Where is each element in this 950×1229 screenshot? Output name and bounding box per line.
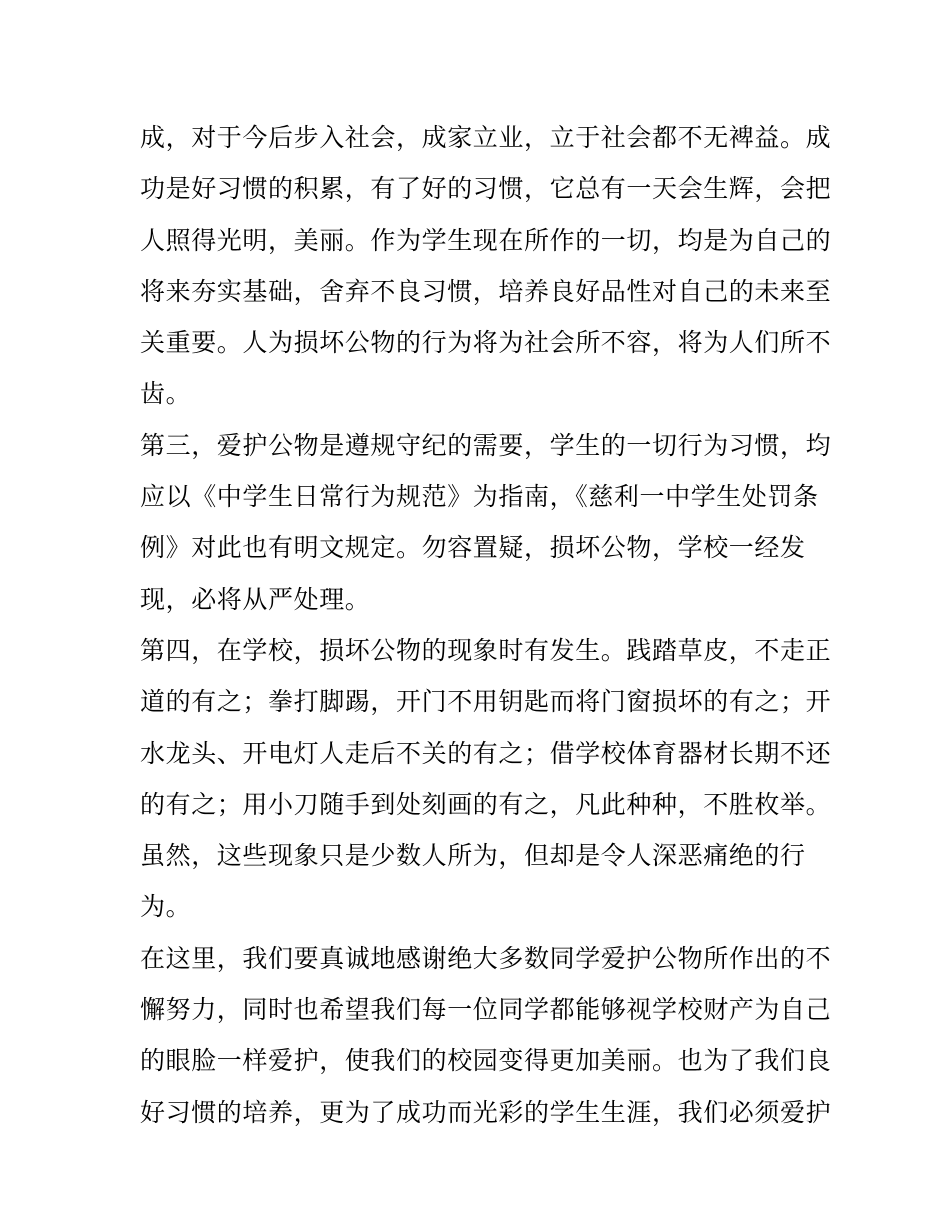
text-line: 的眼脸一样爱护，使我们的校园变得更加美丽。也为了我们良 <box>140 1046 832 1076</box>
text-line: 应以《中学生日常行为规范》为指南，《慈利一中学生处罚条 <box>140 482 819 512</box>
text-line: 功是好习惯的积累，有了好的习惯，它总有一天会生辉，会把 <box>140 174 832 204</box>
text-line: 例》对此也有明文规定。勿容置疑，损坏公物，学校一经发 <box>140 533 806 563</box>
text-line: 齿。 <box>140 379 192 409</box>
text-line: 第三，爱护公物是遵规守纪的需要，学生的一切行为习惯，均 <box>140 430 832 460</box>
text-line: 为。 <box>140 892 192 922</box>
text-line: 的有之；用小刀随手到处刻画的有之，凡此种种，不胜枚举。 <box>140 789 832 819</box>
text-line: 懈努力，同时也希望我们每一位同学都能够视学校财产为自己 <box>140 995 832 1025</box>
text-line: 水龙头、开电灯人走后不关的有之；借学校体育器材长期不还 <box>140 738 832 768</box>
text-line: 成，对于今后步入社会，成家立业，立于社会都不无裨益。成 <box>140 123 832 152</box>
text-line: 将来夯实基础，舍弃不良习惯，培养良好品性对自己的未来至 <box>140 276 832 306</box>
text-line: 在这里，我们要真诚地感谢绝大多数同学爱护公物所作出的不 <box>140 943 832 973</box>
text-line: 现，必将从严处理。 <box>140 584 371 614</box>
text-line: 道的有之；拳打脚踢，开门不用钥匙而将门窗损坏的有之；开 <box>140 687 832 717</box>
text-line: 关重要。人为损坏公物的行为将为社会所不容，将为人们所不 <box>140 328 832 358</box>
text-line: 虽然，这些现象只是少数人所为，但却是令人深恶痛绝的行 <box>140 841 806 871</box>
text-line: 第四，在学校，损坏公物的现象时有发生。践踏草皮，不走正 <box>140 635 832 665</box>
text-line: 好习惯的培养，更为了成功而光彩的学生生涯，我们必须爱护 <box>140 1097 832 1127</box>
text-line: 人照得光明，美丽。作为学生现在所作的一切，均是为自己的 <box>140 225 832 255</box>
